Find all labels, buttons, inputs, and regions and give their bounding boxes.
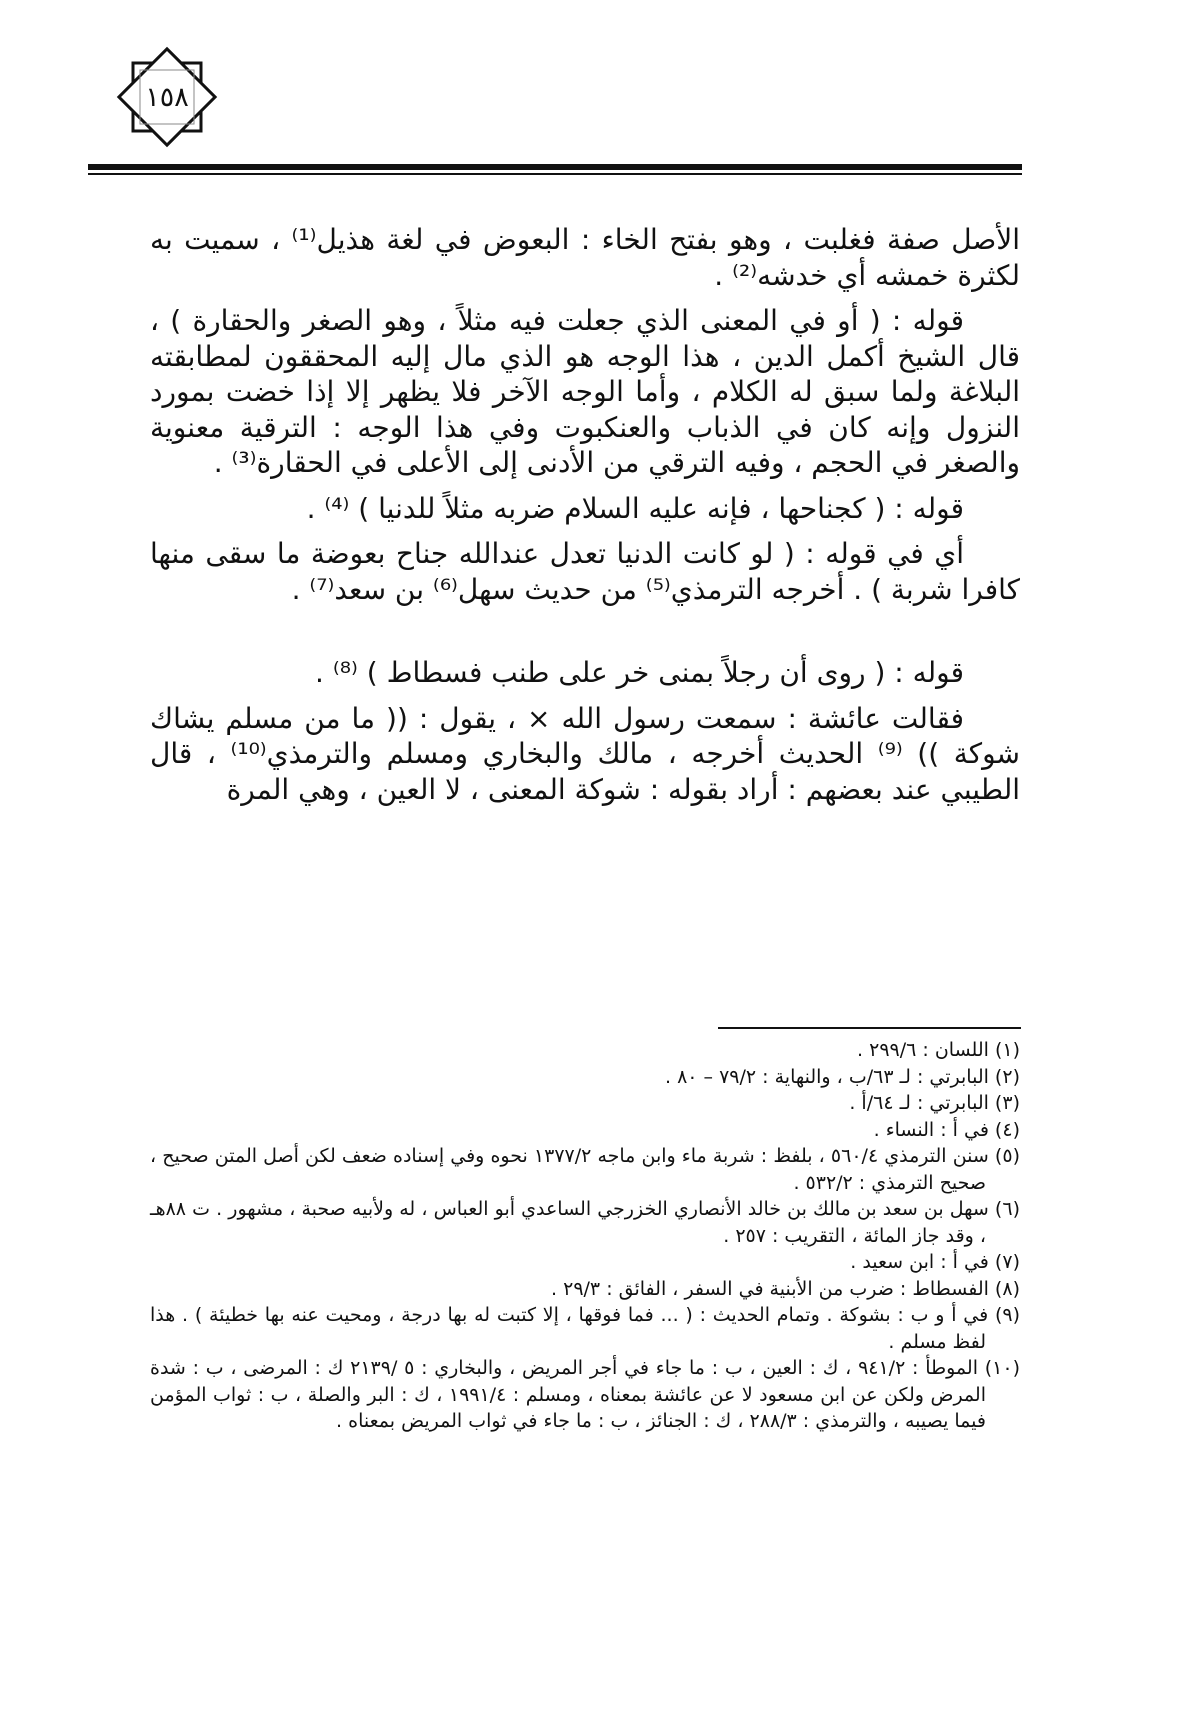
footnotes xyxy=(150,1037,1020,1435)
footnote: (٣) البابرتي : لـ ٦٤/أ . xyxy=(849,1092,1020,1114)
paragraph: قوله : ( روى أن رجلاً بمنى خر على طنب فسطاط ) ⁽⁸⁾ . xyxy=(315,656,964,689)
footnote: (٢) البابرتي : لـ ٦٣/ب ، والنهاية : ٧٩/٢ – ٨٠ . xyxy=(664,1065,1020,1088)
paragraph: قوله : ( كجناحها ، فإنه عليه السلام ضربه مثلاً للدنيا ) ⁽⁴⁾ . xyxy=(306,491,964,525)
footnote: (١) اللسان : ٢٩٩/٦ . xyxy=(857,1039,1020,1061)
footnote: (٨) الفسطاط : ضرب من الأبنية في السفر ، الفائق : ٢٩/٣ . xyxy=(551,1277,1020,1300)
paragraph: الأصل صفة فغلبت ، وهو بفتح الخاء : البعوض في لغة هذيل⁽¹⁾ ، سميت به لكثرة خمشه أي خدشه⁽²⁾ . xyxy=(150,223,1020,292)
footnote: (٩) في أ و ب : بشوكة . وتمام الحديث : ( ... فما فوقها ، إلا كتبت له بها درجة ، ومحيت عنه بها خطيئة ) . هذا لفظ مسلم . xyxy=(150,1304,1020,1353)
paragraph: أي في قوله : ( لو كانت الدنيا تعدل عندالله جناح بعوضة ما سقى منها كافرا شربة ) . أخرجه الترمذي⁽⁵⁾ من حديث سهل⁽⁶⁾ بن سعد⁽⁷⁾ . xyxy=(150,537,1020,606)
page-number-badge xyxy=(112,42,222,152)
footnote: (٧) في أ : ابن سعيد . xyxy=(850,1251,1020,1273)
header-rule-thin xyxy=(88,173,1022,175)
paragraph: فقالت عائشة : سمعت رسول الله × ، يقول : (( ما من مسلم يشاك شوكة )) ⁽⁹⁾ الحديث أخرجه ، مالك والبخاري ومسلم والترمذي⁽¹⁰⁾ ، قال الطيبي عند بعضهم : أراد بقوله : شوكة المعنى ، لا العين ، وهي المرة xyxy=(150,701,1020,806)
page-number: ١٥٨ xyxy=(145,81,189,113)
main-text xyxy=(150,222,1020,817)
header-rule-thick xyxy=(88,164,1022,170)
footnote: (١٠) الموطأ : ٩٤١/٢ ، ك : العين ، ب : ما جاء في أجر المريض ، والبخاري : ٥ /٢١٣٩ ك : المرضى ، ب : شدة المرض ولكن عن ابن مسعود لا عن عائشة بمعناه ، ومسلم : ١٩٩١/٤ ، ك : البر والصلة ، ب : ثواب المؤمن فيما يصيبه ، والترمذي : ٢٨٨/٣ ، ك : الجنائز ، ب : ما جاء في ثواب المريض بمعناه . xyxy=(150,1357,1020,1432)
footnote: (٤) في أ : النساء . xyxy=(873,1118,1020,1141)
footnote: (٥) سنن الترمذي ٥٦٠/٤ ، بلفظ : شربة ماء وابن ماجه ١٣٧٧/٢ نحوه وفي إسناده ضعف لكن أصل المتن صحيح ، صحيح الترمذي : ٥٣٢/٢ . xyxy=(150,1145,1020,1194)
footnote-separator xyxy=(718,1027,1021,1029)
footnote: (٦) سهل بن سعد بن مالك بن خالد الأنصاري الخزرجي الساعدي أبو العباس ، له ولأبيه صحبة ، مشهور . ت ٨٨هـ ، وقد جاز المائة ، التقريب : ٢٥٧ . xyxy=(150,1198,1020,1247)
paragraph: قوله : ( أو في المعنى الذي جعلت فيه مثلاً ، وهو الصغر والحقارة ) ، قال الشيخ أكمل الدين ، هذا الوجه هو الذي مال إليه المحققون لمطابقته البلاغة ولما سبق له الكلام ، وأما الوجه الآخر فلا يظهر إلا إذا خضت بمورد النزول وإنه كان في الذباب والعنكبوت وفي هذا الوجه : الترقية معنوية والصغر في الحجم ، وفيه الترقي من الأدنى إلى الأعلى في الحقارة⁽³⁾ . xyxy=(150,304,1020,479)
